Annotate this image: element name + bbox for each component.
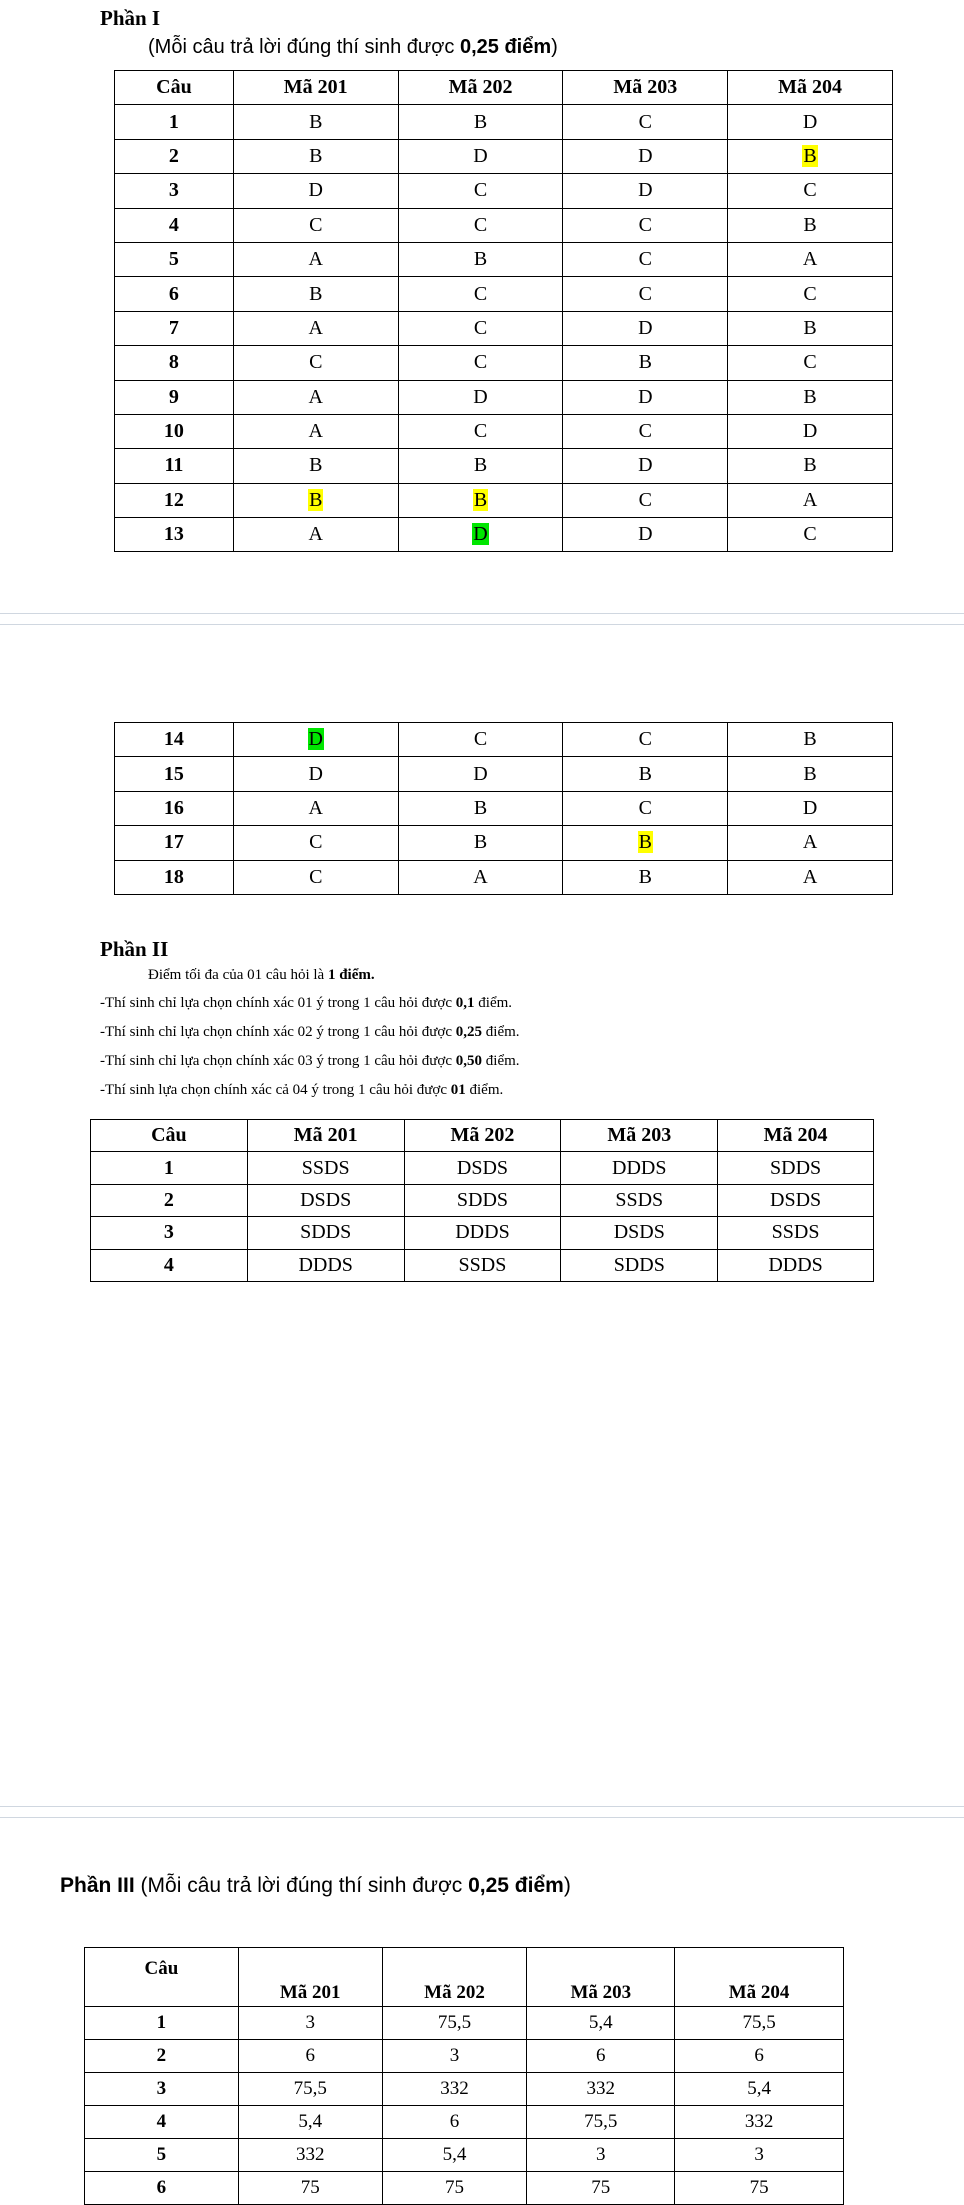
part2-table-answer-cell: DSDS — [561, 1217, 718, 1249]
part1-table-answer-cell: D — [398, 757, 563, 791]
part1-table-question-number: 4 — [115, 208, 234, 242]
part3-table-question-number: 5 — [85, 2139, 239, 2172]
part1-table-answer-cell — [728, 139, 893, 173]
part3-table-answer-cell: 5,4 — [382, 2139, 527, 2172]
part1-table-answer-cell: C — [563, 277, 728, 311]
part1-table-answer-cell — [398, 518, 563, 552]
part1-subtitle-bold: 0,25 điểm — [459, 36, 552, 58]
part1-table-answer-cell: A — [233, 791, 398, 825]
part2-table-header-cell: Câu — [91, 1120, 248, 1152]
part3-table-answer-cell: 6 — [238, 2040, 382, 2073]
part3-table-answer-cell: 3 — [382, 2040, 527, 2073]
part2-table-row — [91, 1217, 874, 1249]
part2-table-header-cell: Mã 203 — [561, 1120, 718, 1152]
part3-table-answer-cell: 75,5 — [238, 2073, 382, 2106]
part3-subtitle-suffix: ) — [563, 1874, 571, 1897]
part1-table-answer-cell — [563, 826, 728, 860]
part2-table-question-number: 3 — [91, 1217, 248, 1249]
part1-table-answer-cell: A — [728, 242, 893, 276]
part3-table-answer-cell: 75,5 — [527, 2106, 675, 2139]
part1-answer-table — [114, 70, 893, 552]
part1-table-question-number: 10 — [115, 414, 234, 448]
part1-table-header-cell: Mã 201 — [233, 71, 398, 105]
part1-table-answer-cell: C — [233, 826, 398, 860]
part1-table-row — [115, 757, 893, 791]
part1-table-answer-cell: C — [563, 483, 728, 517]
part2-table-answer-cell: DDDS — [247, 1249, 404, 1281]
part3-table-answer-cell: 332 — [675, 2106, 844, 2139]
part3-table-answer-cell: 332 — [238, 2139, 382, 2172]
part2-rule-suffix: điểm. — [482, 1053, 520, 1069]
part1-table-row — [115, 791, 893, 825]
part3-title: Phần III — [60, 1874, 135, 1897]
highlighted-answer: B — [638, 831, 652, 854]
part1-table-answer-cell: C — [233, 208, 398, 242]
part1-table-answer-cell: D — [563, 518, 728, 552]
part2-table-answer-cell: DDDS — [404, 1217, 561, 1249]
part2-table-answer-cell: DSDS — [718, 1184, 874, 1216]
part1-table-question-number: 6 — [115, 277, 234, 311]
part1-subtitle-suffix: ) — [551, 36, 558, 58]
part3-table-answer-cell: 5,4 — [527, 2007, 675, 2040]
part1-table-answer-cell: D — [398, 380, 563, 414]
part1-table-answer-cell: C — [398, 174, 563, 208]
part2-table-answer-cell: SDDS — [247, 1217, 404, 1249]
part2-rule-points: 0,50 — [455, 1053, 483, 1069]
part1-table-answer-cell: D — [233, 757, 398, 791]
page-break-separator-2 — [0, 1806, 964, 1818]
part1-table-answer-cell: C — [233, 346, 398, 380]
part1-table-answer-cell: C — [563, 208, 728, 242]
part1-table-answer-cell: B — [233, 139, 398, 173]
part3-table-row — [85, 2040, 844, 2073]
part2-rule-prefix: -Thí sinh chỉ lựa chọn chính xác 02 ý trong 1 câu hỏi được — [100, 1024, 456, 1040]
part3-table-answer-cell: 5,4 — [675, 2073, 844, 2106]
part1-table-answer-cell: D — [728, 791, 893, 825]
part1-table-answer-cell: D — [233, 174, 398, 208]
part3-table-answer-cell: 75,5 — [382, 2007, 527, 2040]
part1-table-question-number: 11 — [115, 449, 234, 483]
part2-rule-prefix: -Thí sinh chỉ lựa chọn chính xác 01 ý trong 1 câu hỏi được — [100, 995, 456, 1011]
part1-table-answer-cell: A — [728, 826, 893, 860]
part3-table-header-cell: Mã 201 — [238, 1948, 382, 2007]
part1-table-answer-cell: A — [233, 242, 398, 276]
part3-heading — [60, 1874, 571, 1898]
part1-table-question-number: 17 — [115, 826, 234, 860]
part2-rule-points: 0,25 — [455, 1024, 483, 1040]
part2-table-answer-cell: DDDS — [718, 1249, 874, 1281]
part3-table-question-number: 1 — [85, 2007, 239, 2040]
part1-table-answer-cell: C — [728, 518, 893, 552]
part1-table-question-number: 14 — [115, 723, 234, 757]
part1-table-answer-cell: C — [233, 860, 398, 894]
part1-table-question-number: 2 — [115, 139, 234, 173]
part2-table-answer-cell: DSDS — [247, 1184, 404, 1216]
part1-table-answer-cell: D — [563, 139, 728, 173]
part1-table-question-number: 13 — [115, 518, 234, 552]
part1-table-answer-cell: A — [233, 414, 398, 448]
part3-table-answer-cell: 75,5 — [675, 2007, 844, 2040]
part2-table-answer-cell: DSDS — [404, 1152, 561, 1184]
highlighted-answer: D — [308, 728, 323, 751]
part1-table-row — [115, 105, 893, 139]
highlighted-answer: B — [473, 488, 488, 511]
part1-answer-table-continued — [114, 722, 893, 895]
part2-rule-prefix: -Thí sinh lựa chọn chính xác cả 04 ý trong 1 câu hỏi được — [100, 1082, 451, 1098]
part2-rule-suffix: điểm. — [474, 995, 513, 1011]
part2-title: Phần II — [100, 937, 169, 961]
part2-rule-suffix: điểm. — [465, 1082, 504, 1098]
part1-table-row — [115, 518, 893, 552]
part2-rule-prefix: -Thí sinh chỉ lựa chọn chính xác 03 ý trong 1 câu hỏi được — [100, 1053, 456, 1069]
part3-table-answer-cell: 75 — [527, 2172, 675, 2205]
part1-table-question-number: 15 — [115, 757, 234, 791]
part1-table-answer-cell: B — [728, 208, 893, 242]
part1-table-answer-cell: A — [398, 860, 563, 894]
part1-table-answer-cell: B — [728, 723, 893, 757]
part1-table-header-cell: Mã 202 — [398, 71, 563, 105]
part3-table-question-number: 3 — [85, 2073, 239, 2106]
part1-table-answer-cell: C — [398, 311, 563, 345]
part1-table-answer-cell: C — [728, 277, 893, 311]
part3-table-answer-cell: 75 — [238, 2172, 382, 2205]
part2-answer-table — [90, 1119, 874, 1282]
part2-rule-line — [100, 1053, 520, 1070]
part1-table-row — [115, 380, 893, 414]
part1-table-answer-cell: C — [398, 346, 563, 380]
part2-max-note-bold: 1 điểm. — [327, 967, 375, 983]
part1-table-row — [115, 208, 893, 242]
part1-table-row — [115, 346, 893, 380]
part1-table-row — [115, 723, 893, 757]
part1-table-question-number: 7 — [115, 311, 234, 345]
part3-table-header-cell: Câu — [85, 1948, 239, 2007]
part1-table-answer-cell: B — [233, 277, 398, 311]
part1-table-row — [115, 139, 893, 173]
part1-title: Phần I — [100, 6, 161, 30]
part1-table-answer-cell: D — [563, 311, 728, 345]
part1-table-answer-cell: A — [233, 311, 398, 345]
part3-table-answer-cell: 6 — [527, 2040, 675, 2073]
part1-table-answer-cell: C — [563, 105, 728, 139]
part1-table-answer-cell: D — [563, 380, 728, 414]
part1-table-answer-cell: D — [563, 174, 728, 208]
part1-table-answer-cell: A — [728, 860, 893, 894]
part2-table-answer-cell: SSDS — [247, 1152, 404, 1184]
part3-table-answer-cell: 3 — [675, 2139, 844, 2172]
part1-table-row — [115, 174, 893, 208]
part1-table-answer-cell: C — [728, 174, 893, 208]
part1-table-answer-cell: C — [398, 208, 563, 242]
part3-table-row — [85, 2007, 844, 2040]
part3-subtitle-prefix: (Mỗi câu trả lời đúng thí sinh được — [134, 1874, 469, 1897]
part2-table-answer-cell: SSDS — [404, 1249, 561, 1281]
part2-table-answer-cell: SSDS — [561, 1184, 718, 1216]
part3-table-header-cell: Mã 203 — [527, 1948, 675, 2007]
part2-table-answer-cell: SDDS — [404, 1184, 561, 1216]
part1-table-answer-cell: C — [728, 346, 893, 380]
part1-table-answer-cell: B — [398, 105, 563, 139]
part3-table-answer-cell: 6 — [675, 2040, 844, 2073]
part1-table-answer-cell: C — [563, 791, 728, 825]
part2-rule-points: 0,1 — [455, 995, 475, 1011]
part3-table-answer-cell: 75 — [382, 2172, 527, 2205]
part2-max-note-prefix: Điểm tối đa của 01 câu hỏi là — [148, 967, 328, 983]
part1-table-row — [115, 242, 893, 276]
part1-table-answer-cell: B — [398, 242, 563, 276]
part1-table-answer-cell: C — [398, 414, 563, 448]
part3-table-answer-cell: 332 — [527, 2073, 675, 2106]
part2-table-question-number: 4 — [91, 1249, 248, 1281]
part1-table-answer-cell: D — [728, 414, 893, 448]
part1-table-answer-cell: B — [398, 791, 563, 825]
part2-rule-suffix: điểm. — [482, 1024, 520, 1040]
part2-table-header-cell: Mã 202 — [404, 1120, 561, 1152]
part3-table-answer-cell: 3 — [238, 2007, 382, 2040]
part1-table-row — [115, 483, 893, 517]
part1-table-answer-cell: B — [233, 449, 398, 483]
part1-table-answer-cell: A — [728, 483, 893, 517]
page-break-separator — [0, 613, 964, 625]
highlighted-answer: B — [803, 144, 817, 167]
part3-table-header-row — [85, 1948, 844, 2007]
part2-table-row — [91, 1152, 874, 1184]
part2-table-answer-cell: SSDS — [718, 1217, 874, 1249]
part1-table-row — [115, 414, 893, 448]
part2-rule-points: 01 — [450, 1082, 466, 1098]
part1-table-answer-cell: C — [563, 242, 728, 276]
part1-table-answer-cell: B — [728, 380, 893, 414]
part1-table-answer-cell: B — [398, 826, 563, 860]
part1-table-question-number: 5 — [115, 242, 234, 276]
part1-table-question-number: 9 — [115, 380, 234, 414]
part1-table-answer-cell: B — [728, 449, 893, 483]
part1-table-answer-cell: D — [563, 449, 728, 483]
part3-table-answer-cell: 6 — [382, 2106, 527, 2139]
part1-table-answer-cell: A — [233, 380, 398, 414]
part1-table-question-number: 1 — [115, 105, 234, 139]
part1-table-header-cell: Mã 204 — [728, 71, 893, 105]
part1-table-answer-cell: D — [728, 105, 893, 139]
part1-table-answer-cell: B — [233, 105, 398, 139]
part1-table-answer-cell: B — [563, 346, 728, 380]
part1-table-answer-cell: C — [398, 277, 563, 311]
part1-table-question-number: 18 — [115, 860, 234, 894]
part1-table-answer-cell: B — [563, 860, 728, 894]
part1-table-answer-cell — [398, 483, 563, 517]
part3-subtitle-bold: 0,25 điểm — [468, 1874, 564, 1897]
part1-table-answer-cell: B — [563, 757, 728, 791]
highlighted-answer: B — [309, 488, 323, 511]
part1-table-answer-cell: C — [563, 723, 728, 757]
part3-table-header-cell: Mã 204 — [675, 1948, 844, 2007]
part3-table-row — [85, 2172, 844, 2205]
part1-table-question-number: 16 — [115, 791, 234, 825]
part1-table-answer-cell: B — [398, 449, 563, 483]
highlighted-answer: D — [473, 523, 488, 546]
part3-table-question-number: 2 — [85, 2040, 239, 2073]
part1-table-row — [115, 826, 893, 860]
part2-table-header-cell: Mã 204 — [718, 1120, 874, 1152]
part3-table-row — [85, 2106, 844, 2139]
part1-table-answer-cell — [233, 483, 398, 517]
part3-table-answer-cell: 75 — [675, 2172, 844, 2205]
part2-table-answer-cell: SDDS — [718, 1152, 874, 1184]
part1-table-answer-cell: B — [728, 311, 893, 345]
part2-table-question-number: 2 — [91, 1184, 248, 1216]
part1-table-question-number: 3 — [115, 174, 234, 208]
part2-table-row — [91, 1184, 874, 1216]
part3-table-header-cell: Mã 202 — [382, 1948, 527, 2007]
part2-table-header-row — [91, 1120, 874, 1152]
part1-subtitle-prefix: (Mỗi câu trả lời đúng thí sinh được — [148, 36, 460, 58]
part1-table-header-cell: Mã 203 — [563, 71, 728, 105]
part2-table-answer-cell: SDDS — [561, 1249, 718, 1281]
part1-table-row — [115, 311, 893, 345]
part1-table-question-number: 12 — [115, 483, 234, 517]
part2-rule-line — [100, 1024, 520, 1041]
part3-table-question-number: 6 — [85, 2172, 239, 2205]
part2-table-answer-cell: DDDS — [561, 1152, 718, 1184]
part1-table-answer-cell: B — [728, 757, 893, 791]
part3-table-answer-cell: 332 — [382, 2073, 527, 2106]
part3-table-row — [85, 2073, 844, 2106]
part1-table-answer-cell: A — [233, 518, 398, 552]
part1-table-row — [115, 449, 893, 483]
part1-table-row — [115, 860, 893, 894]
part3-table-question-number: 4 — [85, 2106, 239, 2139]
part2-table-row — [91, 1249, 874, 1281]
part3-answer-table — [84, 1947, 844, 2205]
part2-max-note — [148, 967, 375, 984]
part1-table-answer-cell: C — [398, 723, 563, 757]
part1-table-header-cell: Câu — [115, 71, 234, 105]
part3-table-row — [85, 2139, 844, 2172]
part3-table-answer-cell: 5,4 — [238, 2106, 382, 2139]
part2-table-header-cell: Mã 201 — [247, 1120, 404, 1152]
part1-table-answer-cell: D — [398, 139, 563, 173]
part1-table-row — [115, 277, 893, 311]
part2-table-question-number: 1 — [91, 1152, 248, 1184]
part1-table-question-number: 8 — [115, 346, 234, 380]
part1-table-header-row — [115, 71, 893, 105]
part2-rule-line — [100, 995, 512, 1012]
part2-rule-line — [100, 1082, 503, 1099]
part1-table-answer-cell: C — [563, 414, 728, 448]
part1-table-answer-cell — [233, 723, 398, 757]
part1-subtitle — [148, 36, 558, 59]
part3-table-answer-cell: 3 — [527, 2139, 675, 2172]
